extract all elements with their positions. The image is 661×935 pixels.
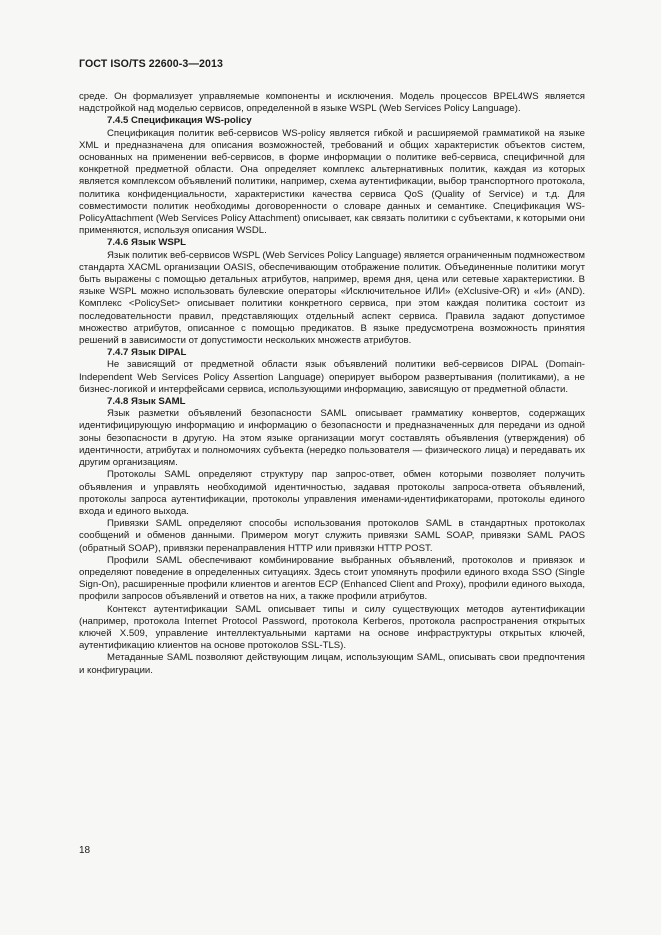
section-heading: 7.4.7 Язык DIPAL xyxy=(107,347,187,359)
paragraph: Спецификация политик веб-сервисов WS-policy является гибкой и расширяемой грамматикой на языке XML и предназначена для описания возможностей, требований и общих характеристик объектов систем, основанных на применении веб-сервисов, в форме информации о политике веб-сервиса, специфичной для конкретной предметной области. Она определяет комплекс альтернативных политик, каждая из которых является комплексом объявлений политики, например, схема аутентификации, выбор транспортного протокола, политика конфиденциальности, характеристики качества сервиса QoS (Quality of Service) и т.д. Для совместимости политик необходимы договоренности о словаре данных и семантике. Спецификация WS-PolicyAttachment (Web Services Policy Attachment) описывает, как связать политики с субъектами, к которыми они применяются, используя описания WSDL. xyxy=(79,127,585,237)
paragraph: Контекст аутентификации SAML описывает типы и силу существующих методов аутентификации (например, протокола Internet Protocol Password, протокола Kerberos, протокола распространения открытых ключей X.509, управление интеллектуальными картами на основе инфраструктуры открытых ключей, аутентификацию клиентов на основе протоколов SSL-TLS). xyxy=(79,603,585,652)
paragraph: среде. Он формализует управляемые компоненты и исключения. Модель процессов BPEL4WS является надстройкой над моделью сервисов, определенной в языке WSPL (Web Services Policy Language). xyxy=(79,91,585,115)
document-body xyxy=(79,91,585,677)
section-heading: 7.4.5 Спецификация WS-policy xyxy=(107,115,252,127)
page-number: 18 xyxy=(79,845,91,856)
paragraph: Профили SAML обеспечивают комбинирование выбранных объявлений, протоколов и привязок и определяют поведение в определенных ситуациях. Здесь стоит упомянуть профили единого входа SSO (Single Sign-On), расширенные профили клиентов и агентов ECP (Enhanced Client and Proxy), профили единого выхода, профили запросов объявлений и ответов на них, а также профили атрибутов. xyxy=(79,554,585,603)
page-header: ГОСТ ISO/TS 22600-3—2013 xyxy=(79,58,224,70)
paragraph: Привязки SAML определяют способы использования протоколов SAML в стандартных протоколах сообщений и обменов данными. Примером могут служить привязки SAML SOAP, привязки SAML PAOS (обратный SOAP), привязки перенаправления HTTP или привязки HTTP POST. xyxy=(79,518,585,554)
paragraph: Протоколы SAML определяют структуру пар запрос-ответ, обмен которыми позволяет получить объявления и управлять необходимой идентичностью, задавая протоколы запроса-ответа объявлений, протоколы запроса аутентификации, протоколы управления именами-идентификаторами, протоколы единого входа и единого выхода. xyxy=(79,469,585,517)
section-heading: 7.4.8 Язык SAML xyxy=(107,396,186,408)
paragraph: Не зависящий от предметной области язык объявлений политики веб-сервисов DIPAL (Domain-Independent Web Services Policy Assertion Language) оперирует выбором развертывания (политиками), а не бизнес-логикой и интерфейсами сервиса, использующими информацию, зависящую от предметной области. xyxy=(79,359,585,395)
paragraph: Метаданные SAML позволяют действующим лицам, использующим SAML, описывать свои предпочтения и конфигурации. xyxy=(79,652,585,676)
paragraph: Язык политик веб-сервисов WSPL (Web Services Policy Language) является ограниченным подмножеством стандарта XACML организации OASIS, обеспечивающим отображение политик. Объединенные политики могут быть выражены с помощью детальных атрибутов, например, время дня, цена или сетевые характеристики. В языке WSPL можно использовать булевские операторы «Исключительное ИЛИ» (eXclusive-OR) и «И» (AND). Комплекс <PolicySet> описывает политики конкретного сервиса, при этом каждая политика состоит из последовательности правил, представляющих отдельный аспект сервиса. Правила задают допустимое множество атрибутов, описанное с помощью предикатов. В языке предусмотрена возможность принятия решений в зависимости от допустимости нескольких множеств атрибутов. xyxy=(79,249,585,347)
paragraph: Язык разметки объявлений безопасности SAML описывает грамматику конвертов, содержащих идентифицирующую информацию и информацию о безопасности и предназначенных для передачи из одной зоны безопасности в другую. На этом языке организации могут составлять объявления (утверждения) об идентичности, атрибутах и полномочиях субъекта (нередко пользователя — физического лица) и передавать их другим организациям. xyxy=(79,408,585,469)
section-heading: 7.4.6 Язык WSPL xyxy=(107,237,187,249)
